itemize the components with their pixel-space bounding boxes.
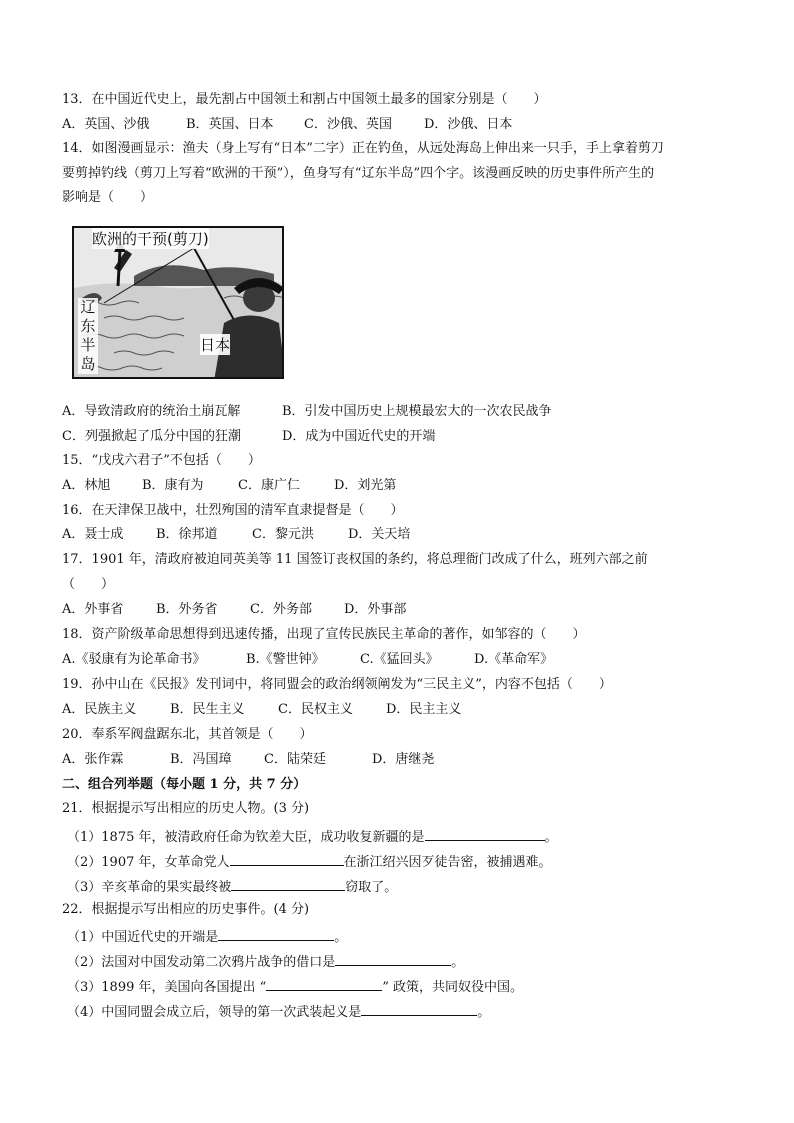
q21-answer-blank-1[interactable] — [425, 827, 545, 841]
q22-item-3-pre: （3）1899 年，美国向各国提出 “ — [67, 980, 267, 995]
q15-options — [62, 478, 396, 494]
q17-option-d: D．外事部 — [344, 602, 407, 617]
q19-option-c: C．民权主义 — [278, 702, 353, 717]
q13-option-b: B．英国、日本 — [186, 117, 274, 132]
q21-item-2 — [67, 852, 552, 871]
cartoon-caption-japan: 日本 — [200, 336, 231, 354]
q17-option-a: A．外事省 — [62, 602, 124, 617]
q22-answer-blank-3[interactable] — [266, 977, 382, 991]
section2-title: 二、组合列举题（每小题 1 分，共 7 分） — [62, 777, 307, 792]
q20-stem: 20．奉系军阀盘踞东北，其首领是（ ） — [62, 727, 313, 742]
q15-option-c: C．康广仁 — [238, 478, 300, 493]
q16-option-b: B．徐邦道 — [156, 527, 218, 542]
q21-item-1 — [67, 827, 558, 846]
q21-item-1-post: 。 — [544, 830, 558, 845]
q21-item-2-post: 在浙江绍兴因歹徒告密，被捕遇难。 — [343, 855, 552, 870]
q22-item-1-pre: （1）中国近代史的开端是 — [67, 930, 219, 945]
q18-options — [62, 652, 553, 668]
q17-option-c: C．外务部 — [250, 602, 312, 617]
q14-cartoon — [72, 226, 284, 379]
q17-option-b: B．外务省 — [156, 602, 218, 617]
q20-option-c: C．陆荣廷 — [264, 752, 326, 767]
q22-item-3 — [67, 977, 523, 996]
q21-item-1-pre: （1）1875 年，被清政府任命为钦差大臣，成功收复新疆的是 — [67, 830, 425, 845]
q13-options — [62, 117, 512, 133]
q14-option-c: C．列强掀起了瓜分中国的狂潮 — [62, 429, 241, 444]
q18-option-c: C.《猛回头》 — [360, 652, 439, 667]
q19-option-a: A．民族主义 — [62, 702, 137, 717]
q22-item-2 — [67, 952, 464, 971]
q19-option-b: B．民生主义 — [170, 702, 245, 717]
q22-answer-blank-1[interactable] — [218, 927, 334, 941]
q22-item-2-pre: （2）法国对中国发动第二次鸦片战争的借口是 — [67, 955, 336, 970]
q16-option-a: A．聂士成 — [62, 527, 124, 542]
q16-option-d: D．关天培 — [348, 527, 411, 542]
q21-item-3-post: 窃取了。 — [345, 880, 398, 895]
q13-option-a: A．英国、沙俄 — [62, 117, 150, 132]
q21-item-3 — [67, 877, 397, 896]
q18-option-a: A.《驳康有为论革命书》 — [62, 652, 206, 667]
cartoon-drawing — [74, 228, 284, 379]
q22-item-4-pre: （4）中国同盟会成立后，领导的第一次武装起义是 — [67, 1005, 362, 1020]
q18-stem: 18．资产阶级革命思想得到迅速传播，出现了宣传民族民主革命的著作，如邹容的（ ） — [62, 627, 586, 642]
q22-item-1-post: 。 — [334, 930, 348, 945]
q22-answer-blank-2[interactable] — [335, 952, 451, 966]
q19-stem: 19．孙中山在《民报》发刊词中，将同盟会的政治纲领阐发为“三民主义”，内容不包括（ ） — [62, 677, 612, 692]
q22-stem: 22．根据提示写出相应的历史事件。(4 分) — [62, 902, 310, 917]
q17-stem-line1: 17．1901 年，清政府被迫同英美等 11 国签订丧权国的条约，将总理衙门改成了什么，班列六部之前 — [62, 552, 648, 567]
q16-option-c: C．黎元洪 — [252, 527, 314, 542]
q22-answer-blank-4[interactable] — [361, 1002, 477, 1016]
q18-option-d: D.《革命军》 — [474, 652, 554, 667]
q13-stem: 13．在中国近代史上，最先割占中国领土和割占中国领土最多的国家分别是（ ） — [62, 92, 547, 107]
q22-item-4 — [67, 1002, 490, 1021]
q15-option-a: A．林旭 — [62, 478, 111, 493]
q21-stem: 21．根据提示写出相应的历史人物。(3 分) — [62, 801, 310, 816]
cartoon-caption-liaodong: 辽东半岛 — [78, 298, 98, 374]
q20-option-b: B．冯国璋 — [170, 752, 232, 767]
q15-option-d: D．刘光第 — [334, 478, 397, 493]
q22-item-1 — [67, 927, 347, 946]
q13-option-d: D．沙俄、日本 — [424, 117, 513, 132]
q14-stem-line1: 14．如图漫画显示：渔夫（身上写有“日本”二字）正在钓鱼，从远处海岛上伸出来一只手，手上拿着剪刀 — [62, 141, 664, 156]
q21-answer-blank-2[interactable] — [230, 852, 344, 866]
q14-option-a: A．导致清政府的统治土崩瓦解 — [62, 404, 241, 419]
q19-option-d: D．民主主义 — [386, 702, 462, 717]
q14-options-row1 — [62, 404, 552, 420]
q20-option-a: A．张作霖 — [62, 752, 124, 767]
q15-stem: 15．“戊戌六君子”不包括（ ） — [62, 453, 261, 468]
q22-item-3-post: ” 政策，共同奴役中国。 — [382, 980, 524, 995]
q16-stem: 16．在天津保卫战中，壮烈殉国的清军直隶提督是（ ） — [62, 503, 404, 518]
q15-option-b: B．康有为 — [142, 478, 204, 493]
q17-options — [62, 602, 406, 618]
q22-item-2-post: 。 — [451, 955, 465, 970]
q19-options — [62, 702, 461, 718]
q21-answer-blank-3[interactable] — [231, 877, 345, 891]
q16-options — [62, 527, 410, 543]
q14-option-b: B．引发中国历史上规模最宏大的一次农民战争 — [282, 404, 552, 419]
q17-stem-line2: （ ） — [62, 577, 115, 592]
q21-item-3-pre: （3）辛亥革命的果实最终被 — [67, 880, 232, 895]
q20-options — [62, 752, 434, 768]
q14-stem-line3: 影响是（ ） — [62, 190, 154, 205]
q18-option-b: B.《警世钟》 — [246, 652, 325, 667]
q20-option-d: D．唐继尧 — [372, 752, 435, 767]
cartoon-caption-scissors: 欧洲的干预(剪刀) — [92, 230, 209, 248]
q22-item-4-post: 。 — [477, 1005, 491, 1020]
q14-option-d: D．成为中国近代史的开端 — [282, 429, 436, 444]
q14-options-row2 — [62, 429, 435, 445]
q13-option-c: C．沙俄、英国 — [304, 117, 392, 132]
q14-stem-line2: 要剪掉钓线（剪刀上写着“欧洲的干预”），鱼身写有“辽东半岛”四个字。该漫画反映的历史事件所产生的 — [62, 166, 655, 181]
q21-item-2-pre: （2）1907 年，女革命党人 — [67, 855, 230, 870]
